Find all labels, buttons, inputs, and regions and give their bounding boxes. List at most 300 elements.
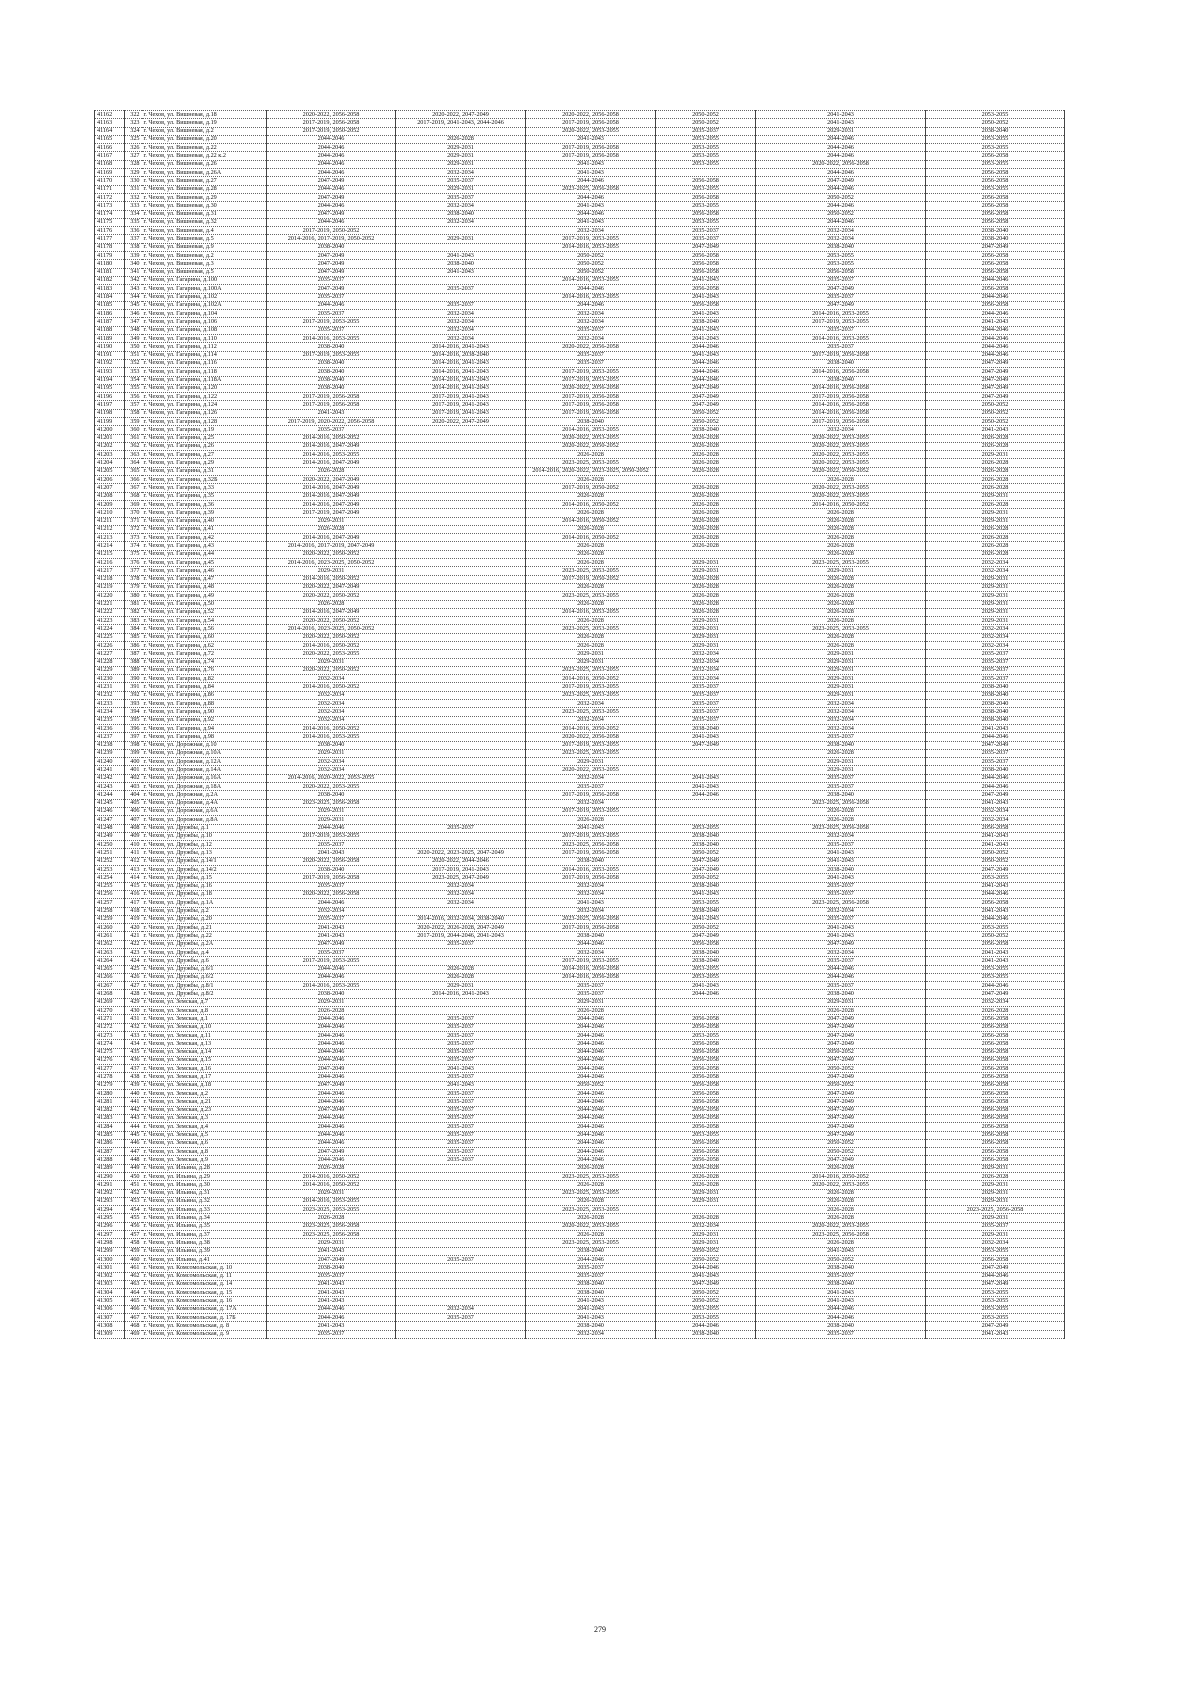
cell-address: г. Чехов, ул. Ильина, д.37: [142, 1231, 267, 1239]
cell-period-6: 2029-2031: [926, 575, 1065, 583]
cell-period-2: 2014-2016, 2041-2043: [396, 359, 526, 367]
table-row: [95, 816, 1065, 824]
cell-period-2: 2035-2037: [396, 1090, 526, 1098]
cell-period-4: [656, 799, 756, 807]
cell-row-id: 41268: [95, 990, 125, 998]
cell-row-number: 394: [125, 708, 142, 716]
cell-period-2: [396, 625, 526, 633]
cell-period-6: 2044-2046: [926, 733, 1065, 741]
cell-period-3: 2032-2034: [526, 799, 656, 807]
cell-period-4: 2044-2046: [656, 368, 756, 376]
cell-period-2: [396, 575, 526, 583]
cell-row-number: 389: [125, 666, 142, 674]
cell-row-number: 341: [125, 268, 142, 276]
cell-row-number: 450: [125, 1173, 142, 1181]
cell-period-4: 2056-2058: [656, 1065, 756, 1073]
cell-row-id: 41232: [95, 691, 125, 699]
cell-period-5: 2026-2028: [756, 642, 926, 650]
cell-period-6: 2026-2028: [926, 534, 1065, 542]
cell-period-5: 2050-2052: [756, 1048, 926, 1056]
cell-address: г. Чехов, ул. Комсомольская, д. 10: [142, 1264, 267, 1272]
table-row: [95, 467, 1065, 475]
cell-row-number: 447: [125, 1148, 142, 1156]
cell-address: г. Чехов, ул. Дружбы, д.10: [142, 832, 267, 840]
cell-row-number: 433: [125, 1031, 142, 1039]
cell-period-5: 2032-2034: [756, 716, 926, 724]
cell-period-5: 2026-2028: [756, 542, 926, 550]
table-row: [95, 1139, 1065, 1147]
cell-period-5: 2038-2040: [756, 791, 926, 799]
cell-period-4: 2035-2037: [656, 700, 756, 708]
cell-period-2: [396, 550, 526, 558]
table-row: [95, 426, 1065, 434]
cell-period-2: [396, 658, 526, 666]
table-row: [95, 1231, 1065, 1239]
cell-period-4: 2056-2058: [656, 268, 756, 276]
cell-period-5: 2014-2016, 2050-2052: [756, 1173, 926, 1181]
cell-period-5: 2035-2037: [756, 276, 926, 284]
cell-period-6: 2056-2058: [926, 252, 1065, 260]
cell-row-number: 412: [125, 857, 142, 865]
cell-address: г. Чехов, ул. Дружбы, д.8/2: [142, 990, 267, 998]
cell-address: г. Чехов, ул. Земская, д.17: [142, 1073, 267, 1081]
cell-period-1: 2041-2043: [267, 1297, 396, 1305]
cell-period-5: 2050-2052: [756, 1081, 926, 1089]
cell-period-3: 2026-2028: [526, 1197, 656, 1205]
cell-period-6: 2041-2043: [926, 882, 1065, 890]
cell-period-3: 2032-2034: [526, 1330, 656, 1338]
table-row: [95, 824, 1065, 832]
cell-row-id: 41215: [95, 550, 125, 558]
table-row: [95, 1040, 1065, 1048]
cell-period-2: [396, 675, 526, 683]
cell-address: г. Чехов, ул. Вишневая, д.4: [142, 227, 267, 235]
cell-period-5: 2026-2028: [756, 608, 926, 616]
cell-period-3: 2032-2034: [526, 890, 656, 898]
cell-period-2: [396, 276, 526, 284]
cell-period-4: 2053-2055: [656, 185, 756, 193]
cell-period-4: 2026-2028: [656, 525, 756, 533]
cell-period-5: 2032-2034: [756, 426, 926, 434]
cell-period-2: 2032-2034: [396, 310, 526, 318]
cell-row-number: 379: [125, 583, 142, 591]
cell-period-1: 2035-2037: [267, 948, 396, 956]
cell-period-3: 2041-2043: [526, 160, 656, 168]
cell-row-id: 41248: [95, 824, 125, 832]
cell-period-3: 2026-2028: [526, 1231, 656, 1239]
cell-period-1: 2014-2016, 2023-2025, 2050-2052: [267, 559, 396, 567]
cell-period-6: 2047-2049: [926, 866, 1065, 874]
cell-period-6: 2056-2058: [926, 1023, 1065, 1031]
cell-period-5: 2056-2058: [756, 268, 926, 276]
cell-period-1: 2017-2019, 2020-2022, 2056-2058: [267, 417, 396, 425]
cell-period-1: 2038-2040: [267, 368, 396, 376]
cell-row-number: 376: [125, 559, 142, 567]
cell-address: г. Чехов, ул. Гагарина, д.52: [142, 608, 267, 616]
cell-period-2: 2032-2034: [396, 326, 526, 334]
cell-period-3: 2017-2019, 2056-2058: [526, 791, 656, 799]
cell-period-5: 2026-2028: [756, 592, 926, 600]
cell-period-2: 2026-2028: [396, 973, 526, 981]
cell-address: г. Чехов, ул. Земская, д.15: [142, 1056, 267, 1064]
cell-period-6: 2032-2034: [926, 625, 1065, 633]
cell-period-6: 2044-2046: [926, 326, 1065, 334]
cell-period-6: 2029-2031: [926, 509, 1065, 517]
cell-row-number: 461: [125, 1264, 142, 1272]
cell-period-4: 2041-2043: [656, 890, 756, 898]
cell-period-5: 2020-2022, 2053-2055: [756, 484, 926, 492]
cell-period-6: 2056-2058: [926, 1056, 1065, 1064]
cell-period-6: 2056-2058: [926, 1048, 1065, 1056]
cell-row-id: 41302: [95, 1272, 125, 1280]
cell-period-2: [396, 583, 526, 591]
cell-row-id: 41184: [95, 293, 125, 301]
cell-row-number: 422: [125, 940, 142, 948]
cell-address: г. Чехов, ул. Гагарина, д.112: [142, 343, 267, 351]
cell-period-3: 2023-2025, 2056-2058: [526, 185, 656, 193]
cell-period-6: 2056-2058: [926, 169, 1065, 177]
cell-period-2: 2029-2031: [396, 152, 526, 160]
cell-period-3: 2026-2028: [526, 550, 656, 558]
table-row: [95, 741, 1065, 749]
cell-period-1: 2044-2046: [267, 1131, 396, 1139]
cell-address: г. Чехов, ул. Гагарина, д.62: [142, 642, 267, 650]
table-row: [95, 965, 1065, 973]
table-row: [95, 758, 1065, 766]
cell-period-3: 2044-2046: [526, 1023, 656, 1031]
cell-period-1: 2038-2040: [267, 376, 396, 384]
cell-period-5: 2026-2028: [756, 1007, 926, 1015]
table-row: [95, 1007, 1065, 1015]
cell-period-1: 2020-2022, 2050-2052: [267, 592, 396, 600]
cell-period-3: 2014-2016, 2056-2058: [526, 965, 656, 973]
cell-period-5: 2035-2037: [756, 1272, 926, 1280]
cell-period-1: 2032-2034: [267, 716, 396, 724]
cell-period-4: 2044-2046: [656, 1322, 756, 1330]
cell-period-2: [396, 1239, 526, 1247]
cell-period-2: 2023-2025, 2047-2049: [396, 874, 526, 882]
cell-period-4: 2041-2043: [656, 326, 756, 334]
cell-period-5: 2047-2049: [756, 940, 926, 948]
cell-period-5: 2026-2028: [756, 517, 926, 525]
cell-period-1: 2044-2046: [267, 169, 396, 177]
cell-period-4: 2053-2055: [656, 160, 756, 168]
cell-row-id: 41181: [95, 268, 125, 276]
cell-period-1: 2032-2034: [267, 700, 396, 708]
cell-row-id: 41203: [95, 451, 125, 459]
cell-period-1: 2041-2043: [267, 849, 396, 857]
cell-period-5: 2047-2049: [756, 1073, 926, 1081]
cell-row-id: 41262: [95, 940, 125, 948]
cell-period-4: 2056-2058: [656, 1015, 756, 1023]
cell-period-4: 2050-2052: [656, 849, 756, 857]
cell-period-4: [656, 1206, 756, 1214]
cell-row-number: 427: [125, 982, 142, 990]
cell-row-number: 393: [125, 700, 142, 708]
cell-row-number: 387: [125, 650, 142, 658]
cell-period-4: 2026-2028: [656, 575, 756, 583]
cell-period-4: 2038-2040: [656, 948, 756, 956]
cell-period-5: 2038-2040: [756, 1280, 926, 1288]
cell-address: г. Чехов, ул. Дружбы, д.18: [142, 890, 267, 898]
cell-period-3: 2038-2040: [526, 1280, 656, 1288]
cell-address: г. Чехов, ул. Комсомольская, д. 14: [142, 1280, 267, 1288]
cell-period-5: 2035-2037: [756, 326, 926, 334]
cell-period-4: 2053-2055: [656, 824, 756, 832]
cell-period-3: 2017-2019, 2056-2058: [526, 924, 656, 932]
cell-row-id: 41308: [95, 1322, 125, 1330]
cell-row-number: 404: [125, 791, 142, 799]
cell-row-number: 420: [125, 924, 142, 932]
cell-row-number: 375: [125, 550, 142, 558]
cell-row-id: 41258: [95, 907, 125, 915]
cell-period-2: [396, 741, 526, 749]
cell-row-id: 41176: [95, 227, 125, 235]
cell-period-5: 2032-2034: [756, 948, 926, 956]
cell-row-number: 406: [125, 807, 142, 815]
cell-period-1: 2044-2046: [267, 1314, 396, 1322]
cell-address: г. Чехов, ул. Земская, д.14: [142, 1048, 267, 1056]
cell-period-4: 2056-2058: [656, 940, 756, 948]
cell-address: г. Чехов, ул. Гагарина, д.29: [142, 459, 267, 467]
cell-period-2: 2014-2016, 2041-2043: [396, 343, 526, 351]
cell-period-2: [396, 517, 526, 525]
table-row: [95, 127, 1065, 135]
cell-period-5: 2041-2043: [756, 1247, 926, 1255]
cell-period-6: 2056-2058: [926, 824, 1065, 832]
cell-period-3: 2020-2022, 2053-2055: [526, 766, 656, 774]
cell-period-4: 2026-2028: [656, 600, 756, 608]
cell-period-4: 2026-2028: [656, 484, 756, 492]
cell-period-3: 2044-2046: [526, 1031, 656, 1039]
cell-period-4: 2026-2028: [656, 442, 756, 450]
table-row: [95, 1164, 1065, 1172]
cell-period-3: 2044-2046: [526, 940, 656, 948]
cell-period-1: 2038-2040: [267, 384, 396, 392]
cell-period-1: 2032-2034: [267, 758, 396, 766]
cell-row-number: 415: [125, 882, 142, 890]
cell-period-3: 2041-2043: [526, 135, 656, 143]
cell-period-2: [396, 766, 526, 774]
cell-row-id: 41163: [95, 119, 125, 127]
table-row: [95, 583, 1065, 591]
cell-period-4: 2035-2037: [656, 235, 756, 243]
cell-period-3: 2026-2028: [526, 1214, 656, 1222]
cell-row-id: 41246: [95, 807, 125, 815]
table-row: [95, 617, 1065, 625]
cell-address: г. Чехов, ул. Гагарина, д.126: [142, 409, 267, 417]
cell-row-id: 41271: [95, 1015, 125, 1023]
cell-period-3: 2017-2019, 2053-2055: [526, 832, 656, 840]
cell-period-4: 2026-2028: [656, 608, 756, 616]
table-row: [95, 393, 1065, 401]
cell-period-1: 2014-2016, 2050-2052: [267, 1181, 396, 1189]
table-row: [95, 550, 1065, 558]
cell-row-id: 41200: [95, 426, 125, 434]
cell-row-number: 446: [125, 1139, 142, 1147]
table-row: [95, 417, 1065, 425]
table-row: [95, 111, 1065, 119]
table-row: [95, 484, 1065, 492]
cell-row-id: 41209: [95, 500, 125, 508]
cell-period-4: 2050-2052: [656, 111, 756, 119]
cell-period-1: 2020-2022, 2050-2052: [267, 633, 396, 641]
cell-address: г. Чехов, ул. Гагарина, д.42: [142, 534, 267, 542]
cell-period-4: 2047-2049: [656, 741, 756, 749]
cell-period-1: 2014-2016, 2020-2022, 2053-2055: [267, 774, 396, 782]
cell-period-3: 2038-2040: [526, 417, 656, 425]
cell-address: г. Чехов, ул. Гагарина, д.19: [142, 426, 267, 434]
cell-period-5: 2029-2031: [756, 127, 926, 135]
cell-period-5: 2020-2022, 2053-2055: [756, 492, 926, 500]
cell-row-number: 343: [125, 285, 142, 293]
cell-period-5: 2047-2049: [756, 1098, 926, 1106]
cell-address: г. Чехов, ул. Гагарина, д.122: [142, 393, 267, 401]
cell-period-6: 2047-2049: [926, 1322, 1065, 1330]
cell-row-id: 41292: [95, 1189, 125, 1197]
cell-period-2: [396, 691, 526, 699]
cell-period-6: 2056-2058: [926, 1114, 1065, 1122]
cell-period-2: [396, 617, 526, 625]
cell-period-5: 2020-2022, 2056-2058: [756, 160, 926, 168]
cell-row-id: 41283: [95, 1114, 125, 1122]
cell-row-id: 41194: [95, 376, 125, 384]
cell-address: г. Чехов, ул. Земская, д.18: [142, 1081, 267, 1089]
table-row: [95, 799, 1065, 807]
cell-period-6: 2050-2052: [926, 849, 1065, 857]
cell-row-id: 41205: [95, 467, 125, 475]
cell-period-3: 2026-2028: [526, 583, 656, 591]
cell-row-id: 41257: [95, 899, 125, 907]
cell-period-1: 2014-2016, 2017-2019, 2047-2049: [267, 542, 396, 550]
cell-period-2: [396, 1214, 526, 1222]
cell-period-3: 2020-2022, 2056-2058: [526, 343, 656, 351]
cell-address: г. Чехов, ул. Земская, д.16: [142, 1065, 267, 1073]
cell-period-6: 2041-2043: [926, 841, 1065, 849]
cell-period-2: 2041-2043: [396, 1065, 526, 1073]
cell-row-id: 41280: [95, 1090, 125, 1098]
cell-period-4: 2026-2028: [656, 434, 756, 442]
cell-period-1: 2017-2019, 2053-2055: [267, 351, 396, 359]
cell-period-5: 2014-2016, 2056-2058: [756, 409, 926, 417]
cell-period-4: 2038-2040: [656, 957, 756, 965]
cell-period-2: 2032-2034: [396, 202, 526, 210]
cell-row-number: 437: [125, 1065, 142, 1073]
cell-period-5: 2044-2046: [756, 965, 926, 973]
cell-period-1: 2017-2019, 2053-2055: [267, 318, 396, 326]
table-row: [95, 227, 1065, 235]
cell-period-5: 2026-2028: [756, 807, 926, 815]
cell-row-number: 435: [125, 1048, 142, 1056]
cell-period-6: 2041-2043: [926, 907, 1065, 915]
cell-period-6: 2050-2052: [926, 857, 1065, 865]
table-row: [95, 733, 1065, 741]
cell-period-4: 2044-2046: [656, 376, 756, 384]
cell-period-1: 2044-2046: [267, 973, 396, 981]
cell-period-3: 2029-2031: [526, 658, 656, 666]
cell-period-3: 2044-2046: [526, 1148, 656, 1156]
cell-address: г. Чехов, ул. Земская, д.8: [142, 1007, 267, 1015]
cell-period-4: 2044-2046: [656, 359, 756, 367]
table-row: [95, 890, 1065, 898]
cell-period-3: 2044-2046: [526, 177, 656, 185]
cell-period-4: 2056-2058: [656, 1073, 756, 1081]
cell-period-3: 2017-2019, 2053-2055: [526, 368, 656, 376]
cell-row-id: 41263: [95, 948, 125, 956]
cell-address: г. Чехов, ул. Земская, д.10: [142, 1023, 267, 1031]
cell-period-4: 2026-2028: [656, 1173, 756, 1181]
table-row: [95, 185, 1065, 193]
cell-row-number: 358: [125, 409, 142, 417]
cell-period-4: 2050-2052: [656, 1247, 756, 1255]
cell-period-4: 2035-2037: [656, 716, 756, 724]
cell-period-3: 2041-2043: [526, 824, 656, 832]
cell-period-3: 2023-2025, 2053-2055: [526, 749, 656, 757]
cell-row-number: 410: [125, 841, 142, 849]
cell-period-1: 2032-2034: [267, 691, 396, 699]
cell-row-number: 336: [125, 227, 142, 235]
cell-period-2: [396, 700, 526, 708]
cell-row-id: 41201: [95, 434, 125, 442]
cell-address: г. Чехов, ул. Вишневая, д.32: [142, 218, 267, 226]
cell-period-2: [396, 841, 526, 849]
cell-period-3: 2044-2046: [526, 1048, 656, 1056]
cell-row-id: 41304: [95, 1289, 125, 1297]
cell-period-3: 2026-2028: [526, 451, 656, 459]
cell-period-6: 2056-2058: [926, 1015, 1065, 1023]
cell-period-6: 2029-2031: [926, 1197, 1065, 1205]
cell-period-6: 2032-2034: [926, 633, 1065, 641]
cell-address: г. Чехов, ул. Земская, д.5: [142, 1131, 267, 1139]
cell-period-6: 2035-2037: [926, 650, 1065, 658]
cell-period-1: 2023-2025, 2056-2058: [267, 1222, 396, 1230]
cell-period-6: 2056-2058: [926, 152, 1065, 160]
cell-row-id: 41234: [95, 708, 125, 716]
cell-row-number: 360: [125, 426, 142, 434]
cell-address: г. Чехов, ул. Вишневая, д.9: [142, 243, 267, 251]
cell-row-number: 411: [125, 849, 142, 857]
cell-period-6: 2026-2028: [926, 525, 1065, 533]
cell-row-id: 41226: [95, 642, 125, 650]
cell-period-2: 2032-2034: [396, 1305, 526, 1313]
cell-period-2: 2032-2034: [396, 218, 526, 226]
cell-row-number: 466: [125, 1305, 142, 1313]
table-row: [95, 509, 1065, 517]
cell-period-5: 2047-2049: [756, 1123, 926, 1131]
cell-row-id: 41186: [95, 310, 125, 318]
cell-period-1: 2020-2022, 2047-2049: [267, 583, 396, 591]
cell-period-4: 2056-2058: [656, 1098, 756, 1106]
cell-period-6: 2056-2058: [926, 1123, 1065, 1131]
cell-period-1: 2029-2031: [267, 1189, 396, 1197]
cell-period-2: 2029-2031: [396, 982, 526, 990]
cell-address: г. Чехов, ул. Дружбы, д.6/2: [142, 973, 267, 981]
table-row: [95, 268, 1065, 276]
cell-address: г. Чехов, ул. Ильина, д.38: [142, 1239, 267, 1247]
cell-address: г. Чехов, ул. Дорожная, д.16А: [142, 774, 267, 782]
cell-address: г. Чехов, ул. Ильина, д.41: [142, 1255, 267, 1263]
cell-row-number: 407: [125, 816, 142, 824]
cell-period-1: 2020-2022, 2050-2052: [267, 550, 396, 558]
cell-row-id: 41305: [95, 1297, 125, 1305]
cell-period-2: 2029-2031: [396, 185, 526, 193]
cell-period-2: 2035-2037: [396, 1255, 526, 1263]
cell-period-2: 2035-2037: [396, 824, 526, 832]
cell-period-2: 2035-2037: [396, 1040, 526, 1048]
cell-period-5: 2020-2022, 2053-2055: [756, 1181, 926, 1189]
cell-period-4: 2041-2043: [656, 293, 756, 301]
table-row: [95, 940, 1065, 948]
